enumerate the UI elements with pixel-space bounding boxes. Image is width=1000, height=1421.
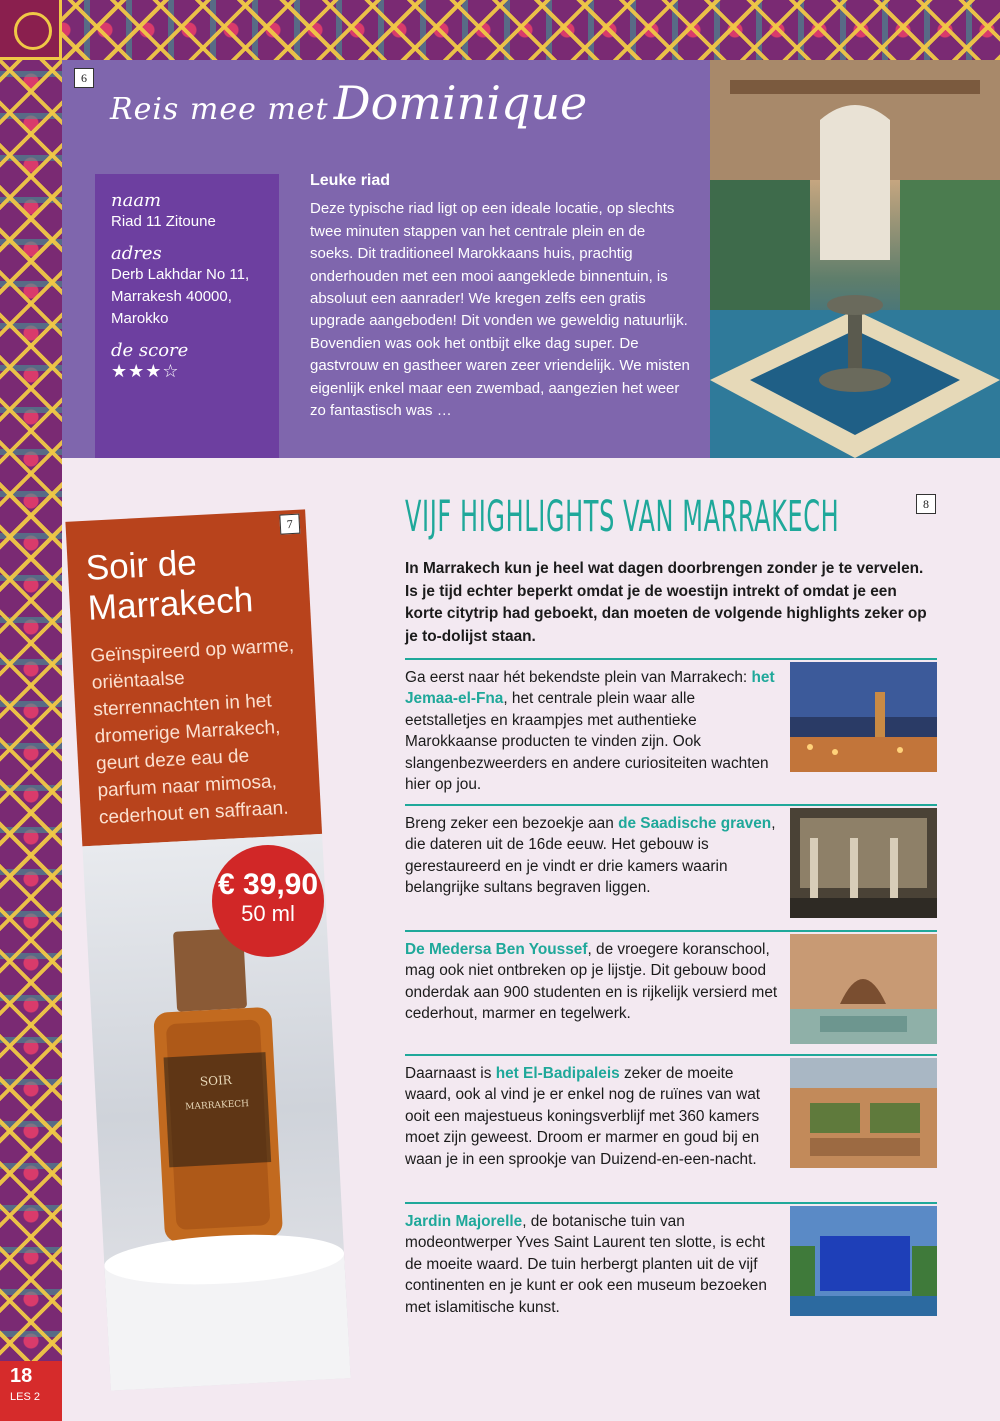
highlight-text-after: , het centrale plein waar alle eetstalletjes en kraampjes met authentieke Marokkaanse producten te vinden zijn. Ook slangenbezweerders en andere curiositeiten wachten hier op jou. (405, 690, 769, 794)
lesson-label: LES 2 (10, 1391, 40, 1403)
highlight-place-name: Jardin Majorelle (405, 1213, 523, 1230)
highlight-text (405, 1063, 780, 1170)
perfume-title: Soir de Marrakech (84, 543, 255, 628)
bottle-label-1: SOIR (199, 1072, 233, 1089)
star-rating-icon: ★★★☆ (111, 361, 180, 382)
highlight-place-name: het Jemaa-el-Fna (405, 669, 775, 708)
medersa-ben-youssef-photo (790, 934, 937, 1044)
riad-review-heading: Leuke riad (310, 172, 391, 189)
section-number-badge: 6 (74, 68, 94, 88)
highlight-place-name: De Medersa Ben Youssef (405, 941, 588, 958)
riad-section-title (110, 76, 587, 130)
riad-review (310, 170, 690, 422)
jemaa-el-fna-photo (790, 662, 937, 772)
highlight-text-before: Ga eerst naar hét bekendste plein van Marrakech: (405, 669, 752, 686)
title-small: Reis mee met (110, 92, 329, 127)
corner-ornament-icon (0, 0, 62, 60)
highlight-item (405, 930, 937, 1054)
address-line: Marokko (111, 310, 169, 327)
highlight-text (405, 667, 780, 795)
perfume-text-panel (65, 509, 322, 846)
highlight-text-after: zeker de moeite waard, ook al vind je er enkel nog de ruïnes van wat ooit een majestueus koningsverblijf met 360 kamers moet zijn geweest. Droom er marmer en goud bij en waan je in een sprookje van Duizend-en-een-nacht. (405, 1065, 761, 1168)
highlight-text-after: , die dateren uit de 16de eeuw. Het gebouw is gerestaureerd en je vindt er drie kamers waarin belangrijke sultans begraven liggen. (405, 815, 776, 897)
price-badge (212, 845, 324, 957)
bottle-label-2: MARRAKECH (185, 1099, 250, 1113)
riad-section (62, 60, 710, 458)
highlight-place-name: de Saadische graven (618, 815, 772, 832)
price: € 39,90 (217, 868, 319, 901)
highlights-title: VIJF HIGHLIGHTS VAN MARRAKECH (405, 492, 840, 542)
title-big: Dominique (333, 76, 588, 130)
name-value: Riad 11 Zitoune (111, 213, 216, 230)
highlight-place-name: het El-Badipaleis (495, 1065, 620, 1082)
score-label: de score (111, 340, 189, 361)
address-label: adres (111, 243, 162, 264)
decorative-border-left (0, 60, 62, 1421)
highlight-text-after: , de botanische tuin van modeontwerper Yves Saint Laurent ten slotte, is echt de moeite waard. De tuin herbergt planten uit de vijf continenten en je kunt er ook een museum bezoeken met islamitische kunst. (405, 1213, 767, 1316)
highlight-text (405, 939, 780, 1025)
riad-review-body: Deze typische riad ligt op een ideale locatie, op slechts twee minuten stappen van het centrale plein en de soeks. Dit traditioneel Marokkaans huis, prachtig onderhouden met een mooi aangeklede binnentuin, is absoluut een aanrader! We kregen zelfs een gratis upgrade aangeboden! Dit vonden we geweldig natuurlijk. Bovendien was ook het ontbijt elke dag super. De gastvrouw en gastheer waren zeer vriendelijk. We misten eigenlijk enkel maar een zwembad, aangezien het weer zo fantastisch was … (310, 200, 690, 420)
riad-courtyard-photo (710, 60, 1000, 458)
highlight-text (405, 1211, 780, 1318)
highlight-text-before: Daarnaast is (405, 1065, 496, 1082)
highlights-intro: In Marrakech kun je heel wat dagen doorbrengen zonder je te vervelen. Is je tijd echter beperkt omdat je de woestijn intrekt of omdat je een korte citytrip had geboekt, dan moeten de volgende highlights zeker op je to-dolijst staan. (405, 560, 927, 645)
highlight-item (405, 1202, 937, 1322)
jardin-majorelle-photo (790, 1206, 937, 1316)
riad-info-card (95, 174, 279, 458)
highlight-item (405, 1054, 937, 1202)
name-label: naam (111, 190, 162, 211)
section-number-badge: 8 (916, 494, 936, 514)
perfume-description: Geïnspireerd op warme, oriëntaalse sterrennachten in het dromerige Marrakech, geurt deze eau de parfum naar mimosa, cederhout en saffraan. (89, 635, 295, 829)
address-line: Derb Lakhdar No 11, (111, 266, 250, 283)
el-badi-palace-photo (790, 1058, 937, 1168)
page-number-box (0, 1361, 62, 1421)
volume: 50 ml (241, 901, 295, 926)
decorative-border-top (0, 0, 1000, 60)
page-number: 18 (10, 1365, 33, 1387)
perfume-advertisement (65, 509, 350, 1390)
highlight-text-before: Breng zeker een bezoekje aan (405, 815, 619, 832)
highlight-item (405, 804, 937, 930)
highlight-text-after: , de vroegere koranschool, mag ook niet ontbreken op je lijstje. Dit gebouw bood onderdak aan 900 studenten en is rijkelijk versierd met cederhout, marmer en tegelwerk. (405, 941, 778, 1023)
saadian-tombs-photo (790, 808, 937, 918)
address-value (111, 264, 263, 330)
address-line: Marrakesh 40000, (111, 288, 232, 305)
section-number-badge: 7 (279, 514, 300, 535)
highlight-item (405, 658, 937, 804)
highlight-text (405, 813, 780, 899)
